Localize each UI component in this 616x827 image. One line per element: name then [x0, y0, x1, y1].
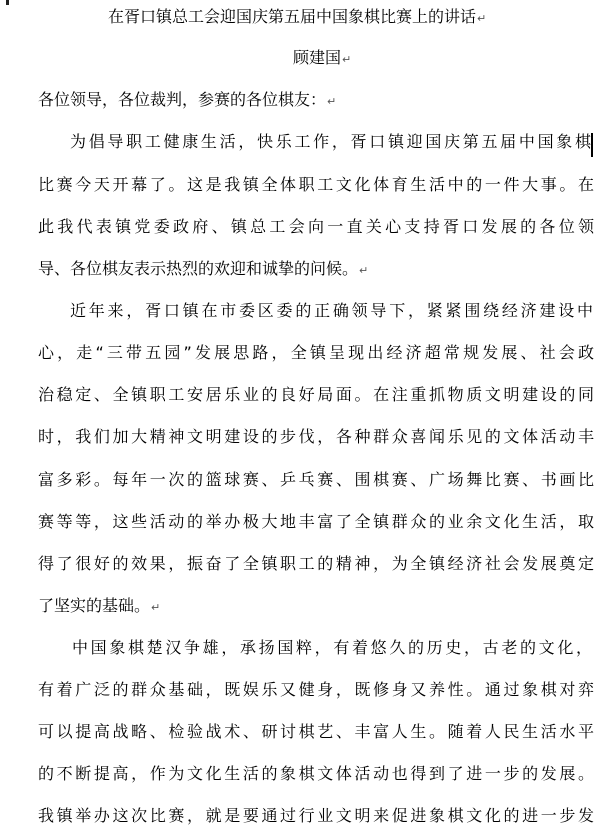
paragraph-mark-icon: ↵ [342, 53, 352, 66]
edge-marker [6, 0, 9, 5]
body-line: 可以提高战略、检验战术、研讨棋艺、丰富人生。随着人民生活水平 [38, 722, 594, 741]
body-line: 的不断提高，作为文化生活的象棋文体活动也得到了进一步的发展。 [38, 764, 594, 783]
body-line: 了坚实的基础。↵ [38, 596, 161, 615]
body-line: 有着广泛的群众基础，既娱乐又健身，既修身又养性。通过象棋对弈 [38, 680, 594, 699]
paragraph-mark-icon: ↵ [151, 601, 161, 614]
body-line: 导、各位棋友表示热烈的欢迎和诚挚的问候。↵ [38, 259, 369, 278]
document-author: 顾建国↵ [293, 48, 352, 67]
body-line: 为倡导职工健康生活，快乐工作，胥口镇迎国庆第五届中国象棋 [70, 132, 591, 151]
greeting-line: 各位领导，各位裁判，参赛的各位棋友：↵ [38, 90, 337, 109]
body-line: 近年来，胥口镇在市委区委的正确领导下，紧紧围绕经济建设中 [70, 301, 593, 320]
body-line: 富多彩。每年一次的篮球赛、乒乓赛、围棋赛、广场舞比赛、书画比 [38, 470, 594, 489]
body-line: 比赛今天开幕了。这是我镇全体职工文化体育生活中的一件大事。在 [38, 175, 594, 194]
paragraph-mark-icon: ↵ [359, 264, 369, 277]
body-line: 中国象棋楚汉争雄，承扬国粹，有着悠久的历史，古老的文化， [72, 638, 592, 657]
body-line: 赛等等，这些活动的举办极大地丰富了全镇群众的业余文化生活，取 [38, 512, 594, 531]
body-line: 心，走“三带五园”发展思路，全镇呈现出经济超常规发展、社会政 [38, 343, 594, 362]
body-line: 治稳定、全镇职工安居乐业的良好局面。在注重抓物质文明建设的同 [38, 385, 594, 404]
document-title: 在胥口镇总工会迎国庆第五届中国象棋比赛上的讲话↵ [108, 7, 487, 26]
body-line: 时，我们加大精神文明建设的步伐，各种群众喜闻乐见的文体活动丰 [38, 427, 594, 446]
paragraph-mark-icon: ↵ [477, 12, 487, 25]
body-line: 我镇举办这次比赛，就是要通过行业文明来促进象棋文化的进一步发 [38, 806, 594, 825]
body-line: 得了很好的效果，振奋了全镇职工的精神，为全镇经济社会发展奠定 [38, 554, 594, 573]
text-cursor [591, 133, 593, 157]
body-line: 此我代表镇党委政府、镇总工会向一直关心支持胥口发展的各位领 [38, 217, 594, 236]
paragraph-mark-icon: ↵ [327, 95, 337, 108]
